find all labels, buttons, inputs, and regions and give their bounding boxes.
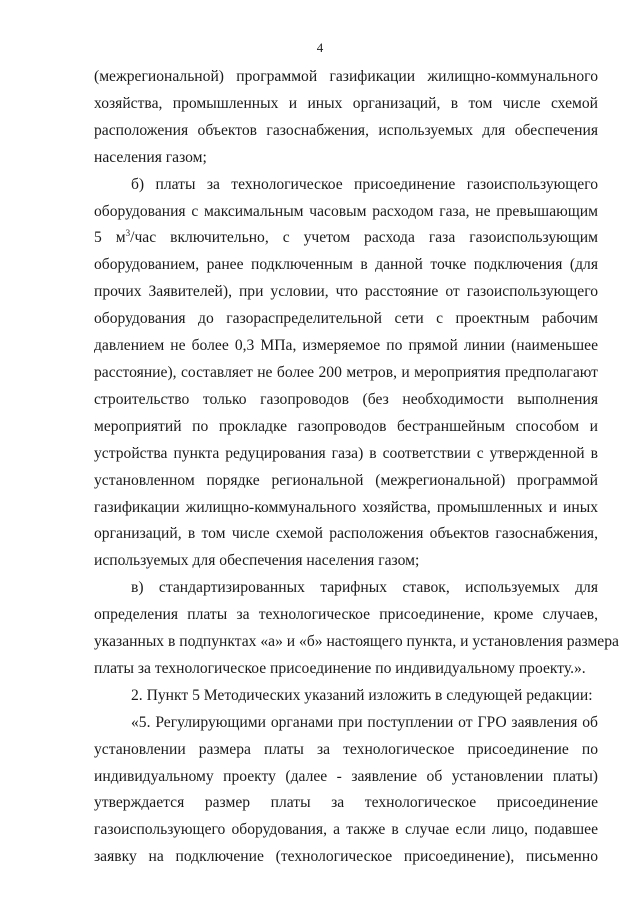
text-line: платы за технологическое присоединение по индивидуальному проекту.». (94, 659, 586, 677)
text-line: утверждается размер платы за технологическое присоединение (94, 794, 598, 812)
unit-base: 5 м (94, 229, 126, 247)
text-line: устройства пункта редуцирования газа) в соответствии с утвержденной в (94, 444, 598, 462)
unit-superscript: 3 (125, 228, 131, 239)
text-line: используемых для обеспечения населения газом; (94, 552, 420, 570)
text-line: (межрегиональной) программой газификации жилищно-коммунального (94, 68, 598, 85)
text-line: заявку на подключение (технологическое присоединение), письменно (94, 848, 598, 866)
text-line: населения газом; (94, 148, 207, 166)
text-line: установлении размера платы за технологическое присоединение по (94, 740, 598, 758)
text-line: давлением не более 0,3 МПа, измеряемое по прямой линии (наименьшее (94, 337, 598, 355)
text-line: б) платы за технологическое присоединение газоиспользующего (131, 175, 598, 193)
text-line: газоиспользующего оборудования, а также в случае если лицо, подавшее (94, 821, 598, 839)
text-line: индивидуальному проекту (далее - заявление об установлении платы) (94, 767, 598, 785)
text-line: определения платы за технологическое присоединение, кроме случаев, (94, 606, 598, 624)
unit-rest: /час включительно, с учетом расхода газа газоиспользующим (130, 229, 598, 247)
text-line: в) стандартизированных тарифных ставок, используемых для (131, 579, 598, 597)
text-line: мероприятий по прокладке газопроводов бестраншейным способом и (94, 417, 598, 435)
text-line: прочих Заявителей), при условии, что расстояние от газоиспользующего (94, 283, 598, 301)
page-number: 4 (316, 40, 324, 55)
text-line: установленном порядке региональной (межрегиональной) программой (94, 471, 598, 489)
text-line: оборудования с максимальным часовым расходом газа, не превышающим (94, 202, 598, 220)
text-line: строительство только газопроводов (без необходимости выполнения (94, 390, 598, 408)
document-body (94, 64, 619, 871)
text-line-with-superscript (94, 225, 598, 252)
text-line: расположения объектов газоснабжения, используемых для обеспечения (94, 121, 598, 139)
text-line: газификации жилищно-коммунального хозяйства, промышленных и иных (94, 498, 598, 516)
text-line: организаций, в том числе схемой расположения объектов газоснабжения, (94, 525, 598, 543)
text-line: оборудования до газораспределительной сети с проектным рабочим (94, 310, 598, 328)
text-line: 2. Пункт 5 Методических указаний изложить в следующей редакции: (131, 686, 593, 704)
text-line: расстояние), составляет не более 200 метров, и мероприятия предполагают (94, 363, 598, 381)
text-line: оборудованием, ранее подключенным в данной точке подключения (для (94, 256, 598, 274)
text-line: указанных в подпунктах «а» и «б» настоящего пункта, и установления размера (94, 633, 619, 651)
text-line: «5. Регулирующими органами при поступлении от ГРО заявления об (131, 713, 598, 731)
text-line: хозяйства, промышленных и иных организаций, в том числе схемой (94, 94, 598, 112)
